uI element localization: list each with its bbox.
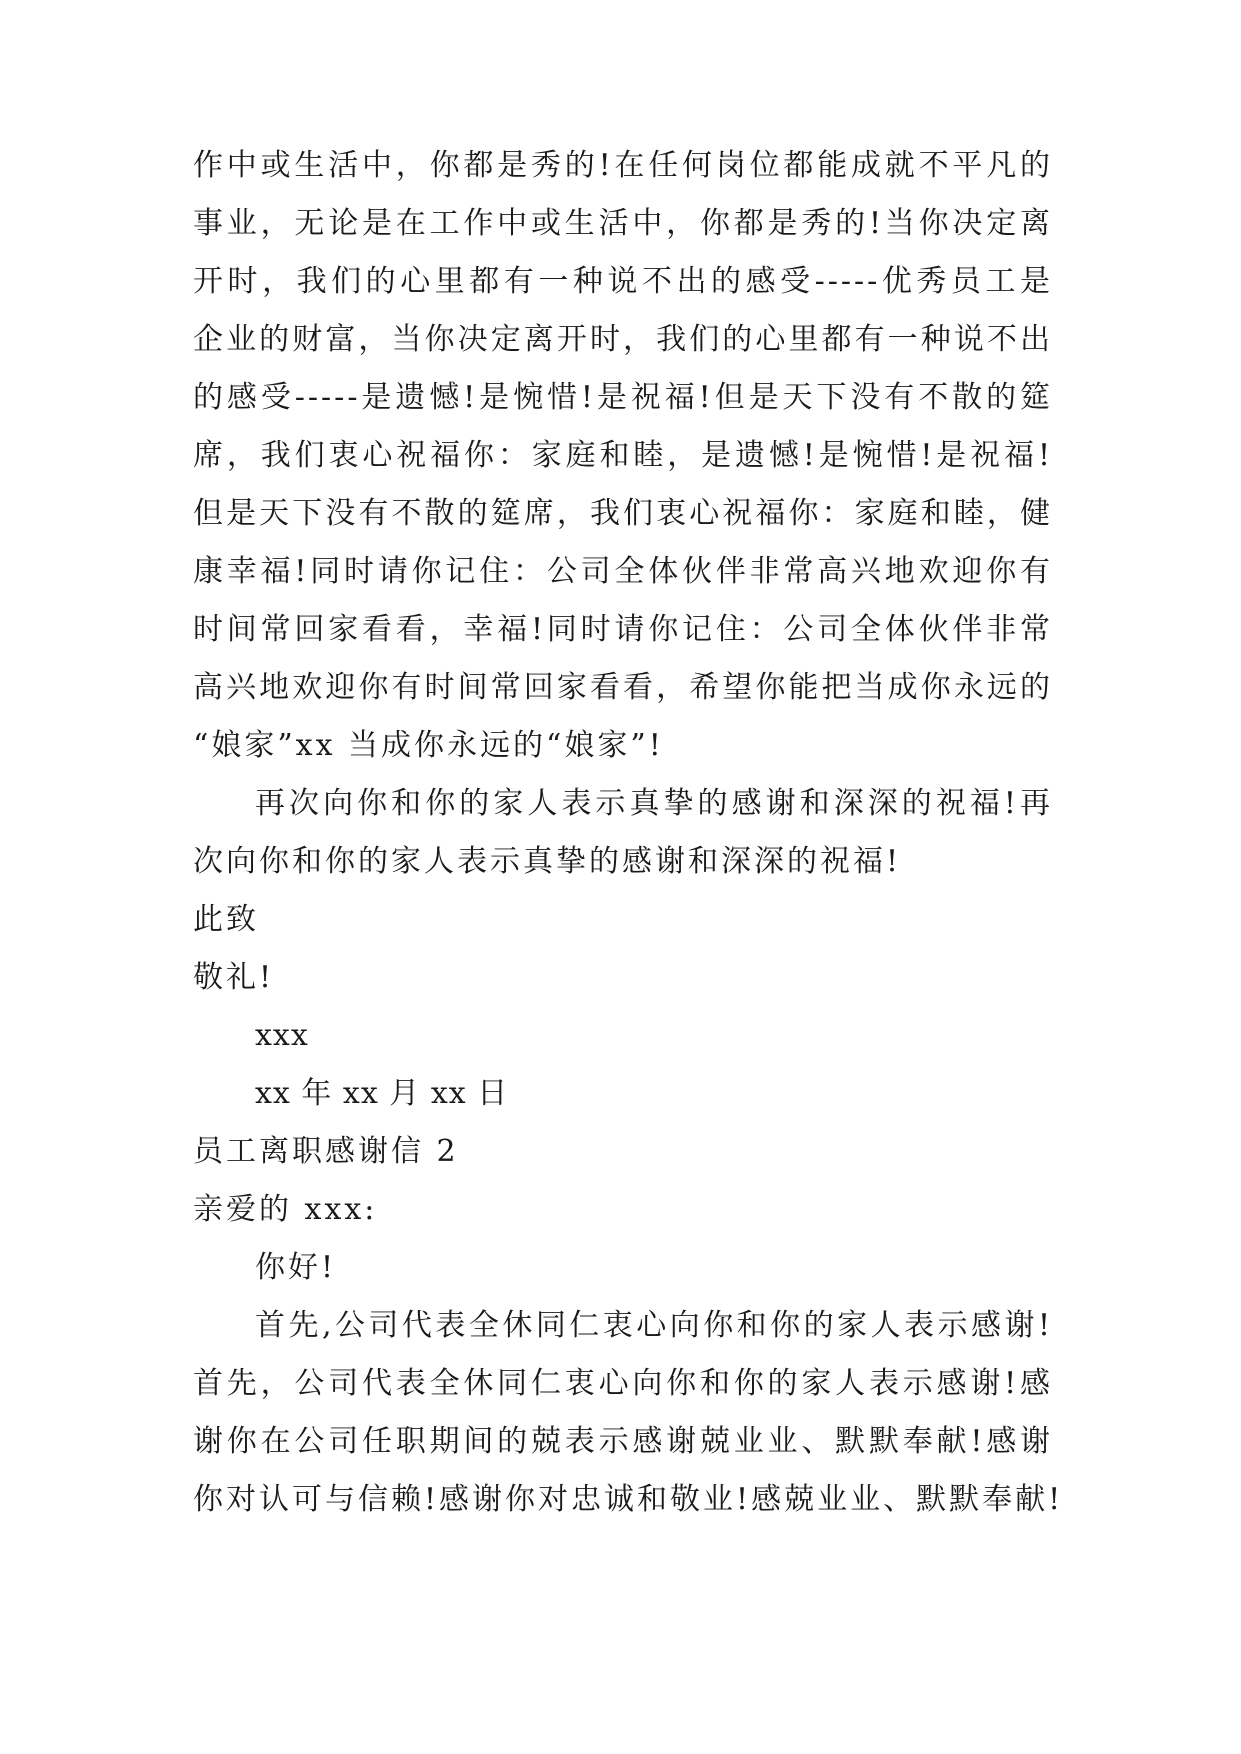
body-line: 高兴地欢迎你有时间常回家看看，希望你能把当成你永远的: [193, 670, 1053, 705]
section-title: 员工离职感谢信 2: [193, 1134, 459, 1169]
body-line: 作中或生活中，你都是秀的!在任何岗位都能成就不平凡的: [193, 148, 1053, 183]
body-line: 谢你在公司任职期间的兢表示感谢兢业业、默默奉献!感谢: [193, 1424, 1053, 1459]
closing-regards: 敬礼!: [193, 960, 275, 995]
signature-name: xxx: [255, 1018, 309, 1053]
closing-salutation: 此致: [193, 902, 259, 937]
body-line: 事业，无论是在工作中或生活中，你都是秀的!当你决定离: [193, 206, 1053, 241]
body-line: 但是天下没有不散的筵席，我们衷心祝福你：家庭和睦，健: [193, 496, 1053, 531]
body-line: 席，我们衷心祝福你：家庭和睦，是遗憾!是惋惜!是祝福!: [193, 438, 1053, 473]
letter-opening: 你好!: [255, 1250, 337, 1285]
body-line: “娘家”xx 当成你永远的“娘家”!: [193, 728, 664, 763]
paragraph-first-line: 再次向你和你的家人表示真挚的感谢和深深的祝福!再: [255, 786, 1053, 821]
letter-greeting: 亲爱的 xxx:: [193, 1192, 378, 1227]
body-line: 首先，公司代表全休同仁衷心向你和你的家人表示感谢!感: [193, 1366, 1053, 1401]
paragraph-first-line: 首先,公司代表全休同仁衷心向你和你的家人表示感谢!: [255, 1308, 1053, 1343]
body-line: 康幸福!同时请你记住：公司全体伙伴非常高兴地欢迎你有: [193, 554, 1053, 589]
body-line: 时间常回家看看，幸福!同时请你记住：公司全体伙伴非常: [193, 612, 1053, 647]
body-line: 开时，我们的心里都有一种说不出的感受-----优秀员工是: [193, 264, 1053, 299]
signature-date: xx 年 xx 月 xx 日: [255, 1076, 509, 1111]
body-line: 企业的财富，当你决定离开时，我们的心里都有一种说不出: [193, 322, 1053, 357]
body-line: 次向你和你的家人表示真挚的感谢和深深的祝福!: [193, 844, 902, 879]
body-line: 你对认可与信赖!感谢你对忠诚和敬业!感兢业业、默默奉献!: [193, 1482, 1064, 1517]
body-line: 的感受-----是遗憾!是惋惜!是祝福!但是天下没有不散的筵: [193, 380, 1053, 415]
